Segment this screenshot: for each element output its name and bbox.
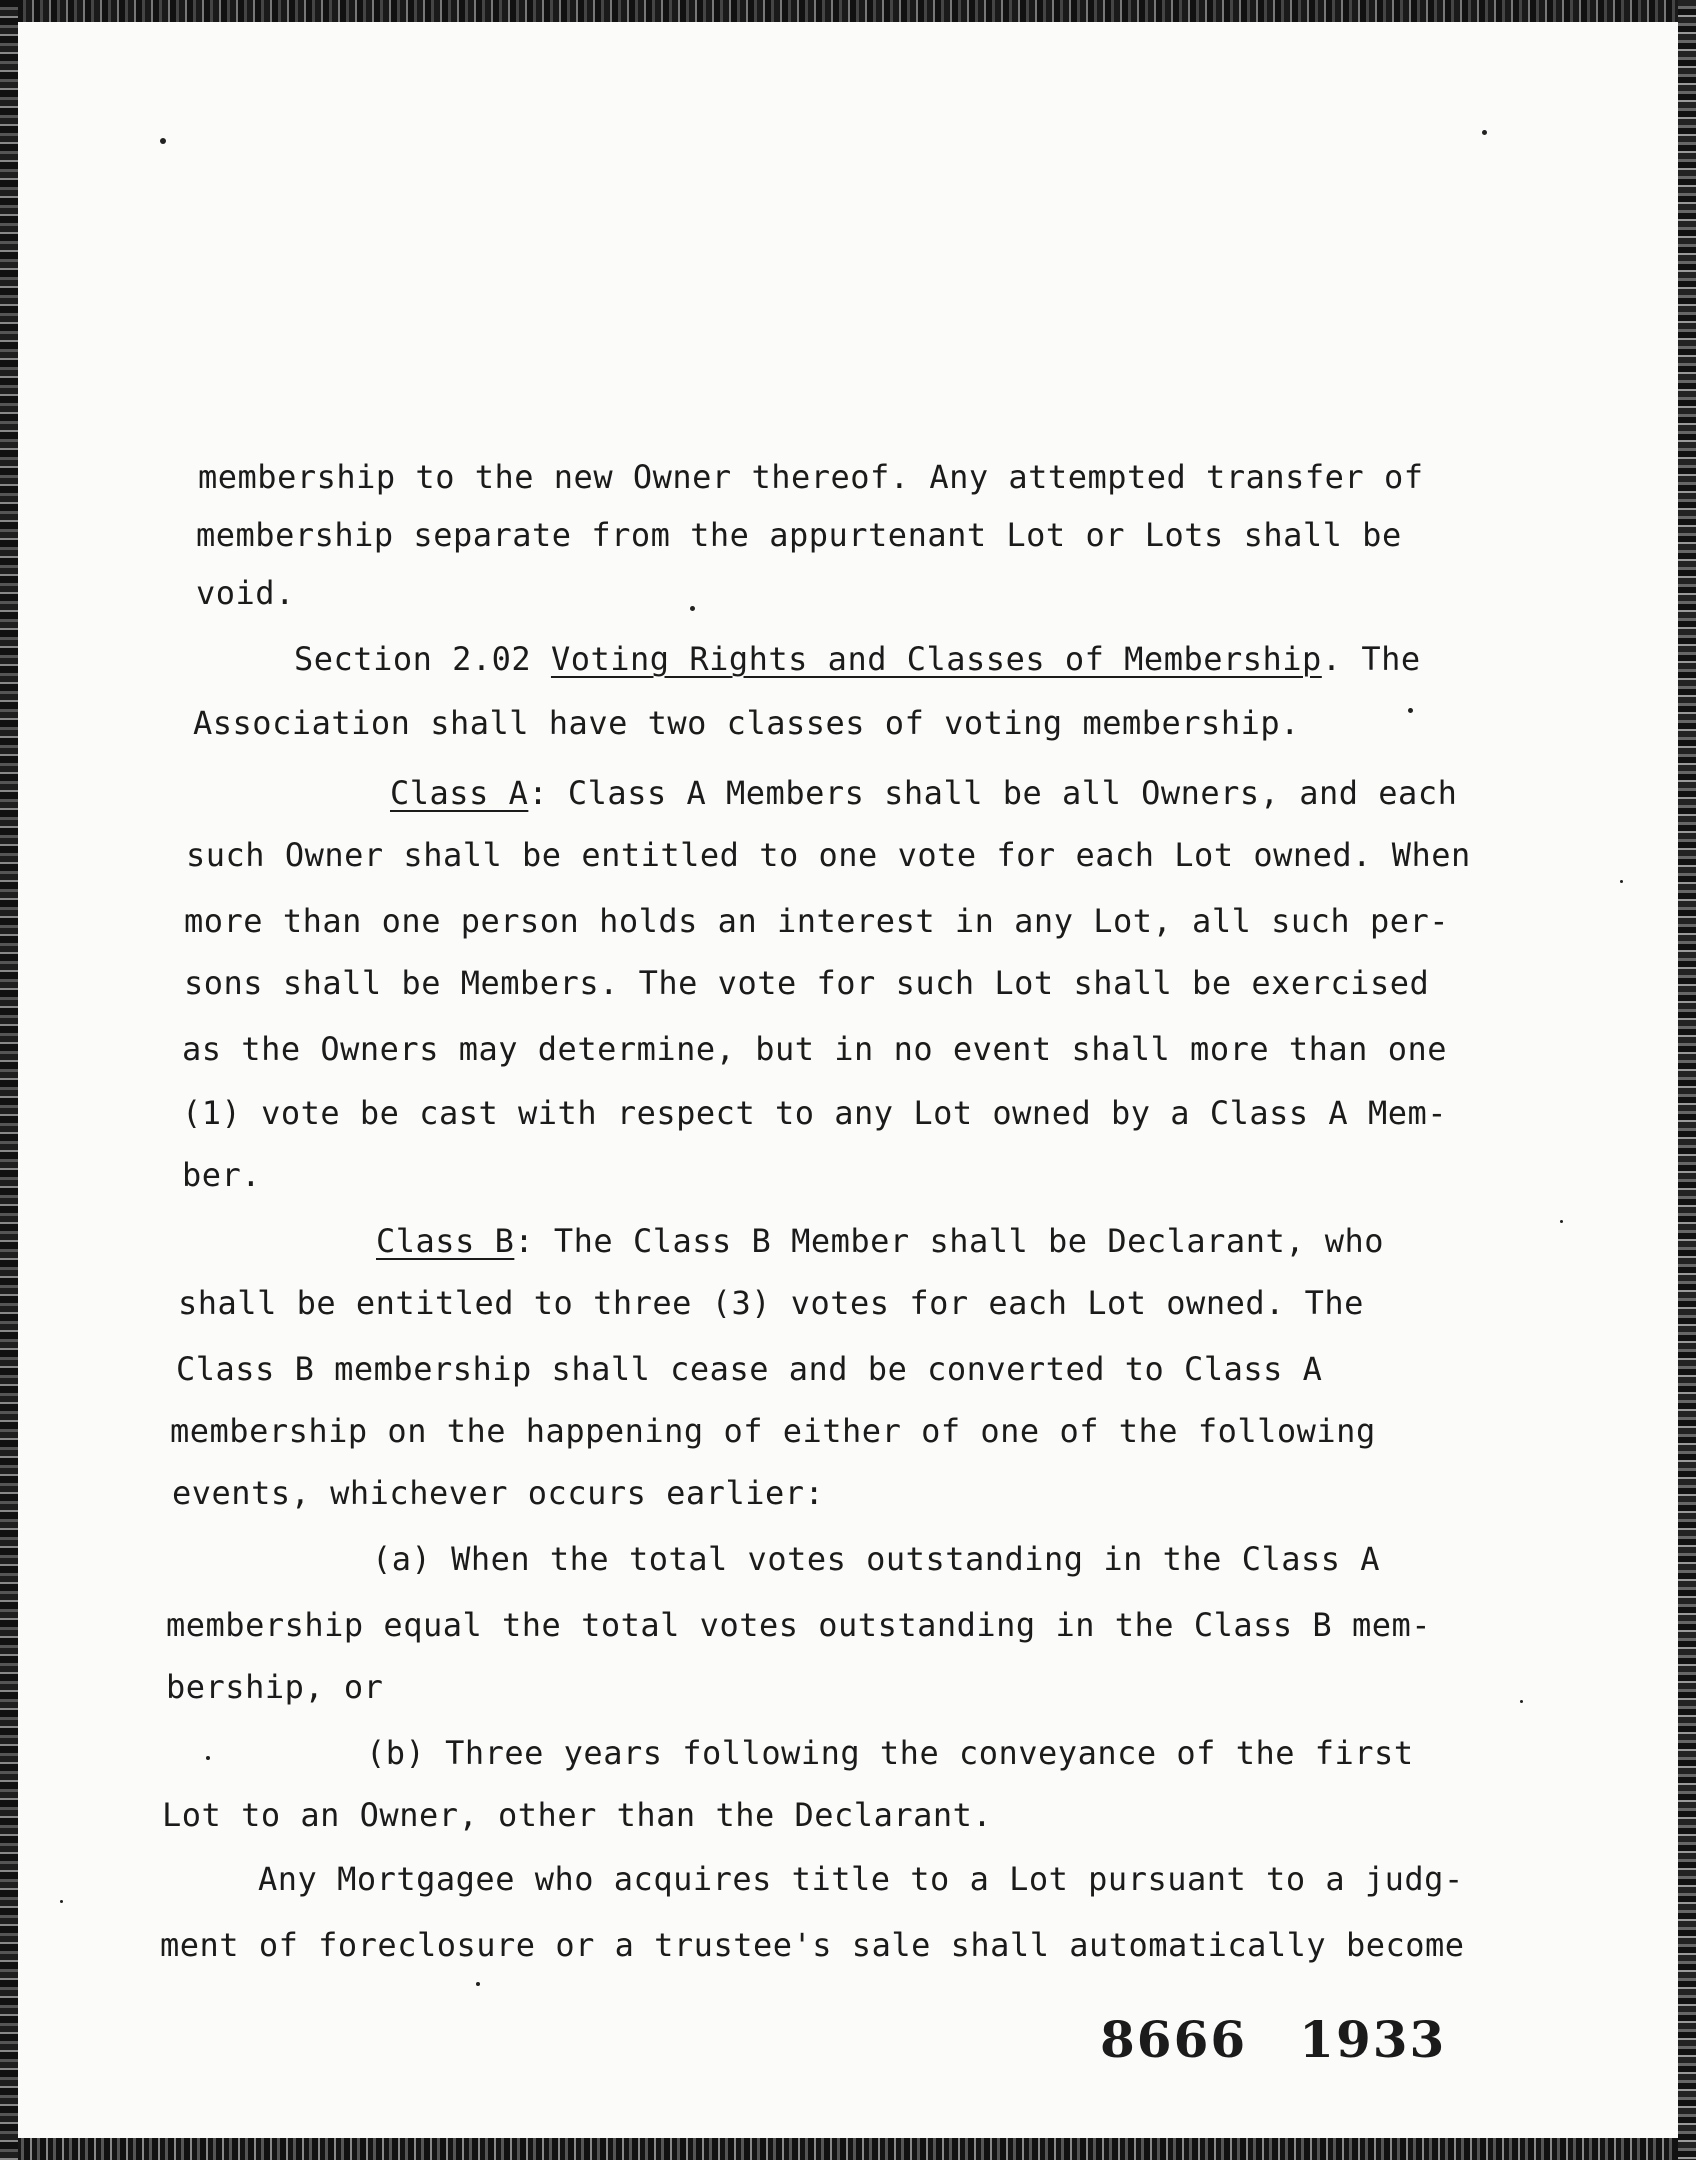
body-line: shall be entitled to three (3) votes for each Lot owned. The [178, 1284, 1364, 1322]
list-marker-a: (a) [372, 1540, 432, 1578]
body-line: as the Owners may determine, but in no event shall more than one [182, 1030, 1447, 1068]
page-number: 1933 [1299, 2010, 1447, 2069]
body-line: Class B membership shall cease and be converted to Class A [176, 1350, 1323, 1388]
list-item-a [372, 1540, 1380, 1578]
book-number: 8666 [1100, 2010, 1248, 2069]
body-line: Association shall have two classes of voting membership. [193, 704, 1300, 742]
book-page-number [1100, 2010, 1446, 2069]
body-line: membership on the happening of either of one of the following [170, 1412, 1376, 1450]
body-line: (1) vote be cast with respect to any Lot owned by a Class A Mem- [182, 1094, 1447, 1132]
body-line: Lot to an Owner, other than the Declarant. [162, 1796, 993, 1834]
body-line: membership separate from the appurtenant Lot or Lots shall be [196, 516, 1402, 554]
body-line: events, whichever occurs earlier: [172, 1474, 825, 1512]
list-item-b [366, 1734, 1414, 1772]
list-marker-b: (b) [366, 1734, 426, 1772]
class-b-heading [376, 1222, 1384, 1260]
list-item-a-text: When the total votes outstanding in the Class A [451, 1540, 1381, 1578]
class-a-heading [390, 774, 1457, 812]
body-line: Any Mortgagee who acquires title to a Lot pursuant to a judg- [258, 1860, 1464, 1898]
body-line: bership, or [166, 1668, 384, 1706]
section-heading [294, 640, 1421, 678]
class-b-text: : The Class B Member shall be Declarant, who [514, 1222, 1385, 1260]
class-a-text: : Class A Members shall be all Owners, and each [528, 774, 1458, 812]
section-title: Voting Rights and Classes of Membership [550, 640, 1322, 678]
list-item-b-text: Three years following the conveyance of the first [445, 1734, 1414, 1772]
class-a-label: Class A [390, 774, 529, 812]
body-line: ment of foreclosure or a trustee's sale shall automatically become [160, 1926, 1465, 1964]
section-number: Section 2.02 [294, 640, 532, 678]
section-title-suffix: . The [1321, 640, 1421, 678]
body-line: sons shall be Members. The vote for such Lot shall be exercised [184, 964, 1430, 1002]
body-line: void. [196, 574, 295, 612]
body-line: such Owner shall be entitled to one vote for each Lot owned. When [186, 836, 1471, 874]
body-line: more than one person holds an interest in any Lot, all such per- [184, 902, 1449, 940]
body-line: ber. [182, 1156, 262, 1194]
class-b-label: Class B [376, 1222, 515, 1260]
body-line: membership equal the total votes outstanding in the Class B mem- [166, 1606, 1431, 1644]
body-line: membership to the new Owner thereof. Any attempted transfer of [198, 458, 1424, 496]
